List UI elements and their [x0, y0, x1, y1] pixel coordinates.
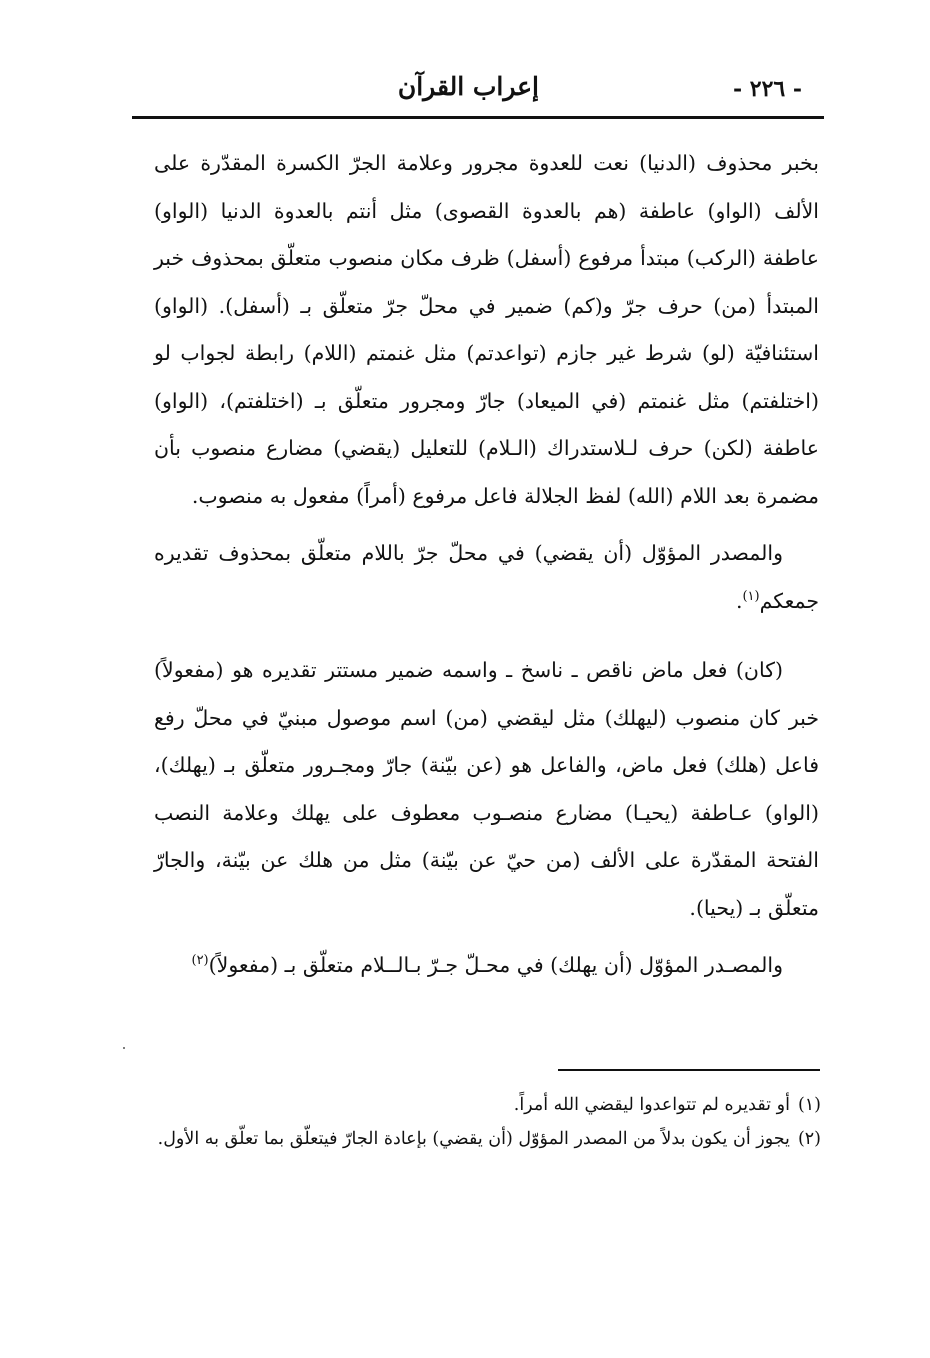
paragraph-3 — [154, 647, 819, 932]
main-text — [154, 140, 819, 990]
footnotes — [145, 1088, 821, 1156]
footnote-2 — [145, 1122, 821, 1156]
paragraph-1-text: بخبر محذوف (الدنيا) نعت للعدوة مجرور وعلامة الجرّ الكسرة المقدّرة على الألف (الواو) عاطفة (هم بالعدوة القصوى) مثل أنتم بالعدوة الدنيا (الواو) عاطفة (الركب) مبتدأ مرفوع (أسفل) ظرف مكان منصوب متعلّق بمحذوف خبر المبتدأ (من) حرف جرّ و(كم) ضمير في محلّ جرّ متعلّق بـ (أسفل). (الواو) استئنافيّة (لو) شرط غير جازم (تواعدتم) مثل غنمتم (اللام) رابطة لجواب لو (اختلفتم) مثل غنمتم (في الميعاد) جارّ ومجرور متعلّق بـ (اختلفتم)، (الواو) عاطفة (لكن) حرف لـلاستدراك (الـلام) للتعليل (يقضي) مضارع منصوب بأن مضمرة بعد اللام (الله) لفظ الجلالة فاعل مرفوع (أمراً) مفعول به منصوب. — [154, 151, 819, 508]
header-rule — [132, 116, 824, 119]
paragraph-3-text: (كان) فعل ماض ناقص ـ ناسخ ـ واسمه ضمير مستتر تقديره هو (مفعولاً) خبر كان منصوب (ليهلك) مثل ليقضي (من) اسم موصول مبنيّ في محلّ رفع فاعل (هلك) فعل ماض، والفاعل هو (عن بيّنة) جارّ ومجـرور متعلّق بـ (يهلك)، (الواو) عـاطفة (يحيـا) مضارع منصـوب معطوف على يهلك وعلامة النصب الفتحة المقدّرة على الألف (من حيّ عن بيّنة) مثل من هلك عن بيّنة، والجارّ متعلّق بـ (يحيا). — [154, 658, 819, 920]
footnote-ref-2[interactable]: (٢) — [191, 953, 209, 969]
paragraph-4-text: والمصـدر المؤوّل (أن يهلك) في محـلّ جـرّ بـالــلام متعلّق بـ (مفعولاً) — [208, 953, 783, 977]
footnote-rule — [558, 1069, 820, 1071]
footnote-1 — [145, 1088, 821, 1122]
footnote-1-number: (١) — [797, 1095, 821, 1115]
footnote-ref-1[interactable]: (١) — [742, 588, 760, 604]
footnote-2-number: (٢) — [797, 1129, 821, 1149]
paragraph-4 — [154, 942, 819, 990]
paragraph-2 — [154, 530, 819, 625]
paragraph-2-text: والمصدر المؤوّل (أن يقضي) في محلّ جرّ باللام متعلّق بمحذوف تقديره جمعكم — [154, 541, 819, 613]
paragraph-1 — [154, 140, 819, 520]
page-header — [130, 64, 825, 114]
footnote-1-text: أو تقديره لم تتواعدوا ليقضي الله أمراً. — [513, 1095, 790, 1115]
paragraph-2-end: . — [735, 588, 743, 613]
scan-speck — [123, 1047, 125, 1049]
page-number: - ٢٢٦ - — [733, 76, 803, 102]
footnote-2-text: يجوز أن يكون بدلاً من المصدر المؤوّل (أن يقضي) بإعادة الجارّ فيتعلّق بما تعلّق به الأول. — [157, 1129, 790, 1149]
running-title: إعراب القرآن — [397, 72, 539, 101]
